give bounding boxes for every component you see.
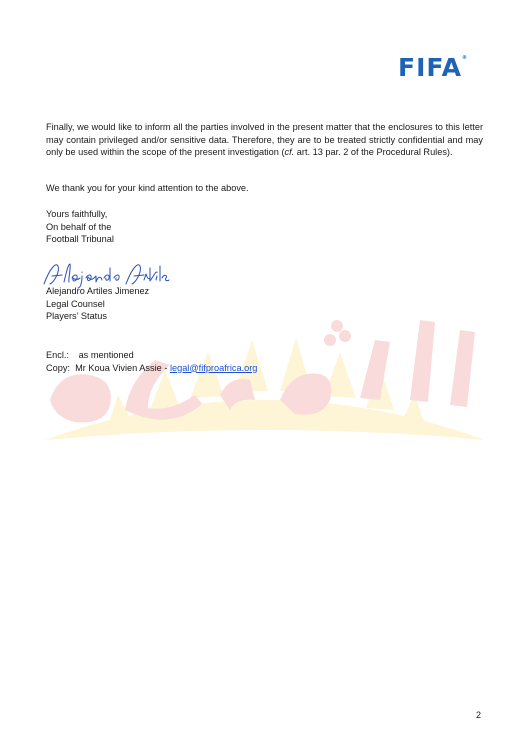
registered-mark: ® [461, 55, 467, 61]
page-number: 2 [476, 710, 482, 720]
enclosure-value: as mentioned [78, 350, 134, 360]
copy-recipient: Mr Koua Vivien Assie - [75, 362, 170, 373]
closing-line: Yours faithfully, [46, 209, 108, 219]
enclosure-copy-block [46, 349, 257, 374]
thanks-paragraph: We thank you for your kind attention to the above. [46, 183, 249, 193]
signatory-department: Players’ Status [46, 311, 107, 322]
signatory-title: Legal Counsel [46, 298, 105, 309]
email-link[interactable]: legal@fifproafrica.org [169, 362, 258, 373]
signatory-block [46, 285, 149, 323]
closing-line: Football Tribunal [46, 234, 114, 245]
closing-line: On behalf of the [46, 221, 112, 232]
copy-label: Copy: [46, 362, 71, 373]
newspaper-watermark-logo [30, 300, 500, 475]
copy-line [46, 362, 257, 375]
confidentiality-paragraph: Finally, we would like to inform all the parties involved in the present matter that the enclosures to this letter may contain privileged and/or sensitive data. Therefore, they are to be treated strictly confidential and may only be used within the scope of the present investigation (cf. art. 13 par. 2 of the Procedural Rules). [46, 122, 483, 158]
enclosure-line [46, 349, 257, 362]
logo-text: FIFA [398, 53, 462, 82]
signatory-name: Alejandro Artiles Jimenez [46, 286, 150, 296]
closing-block [46, 208, 114, 246]
enclosure-label: Encl.: [46, 350, 69, 360]
fifa-logo [398, 55, 467, 80]
